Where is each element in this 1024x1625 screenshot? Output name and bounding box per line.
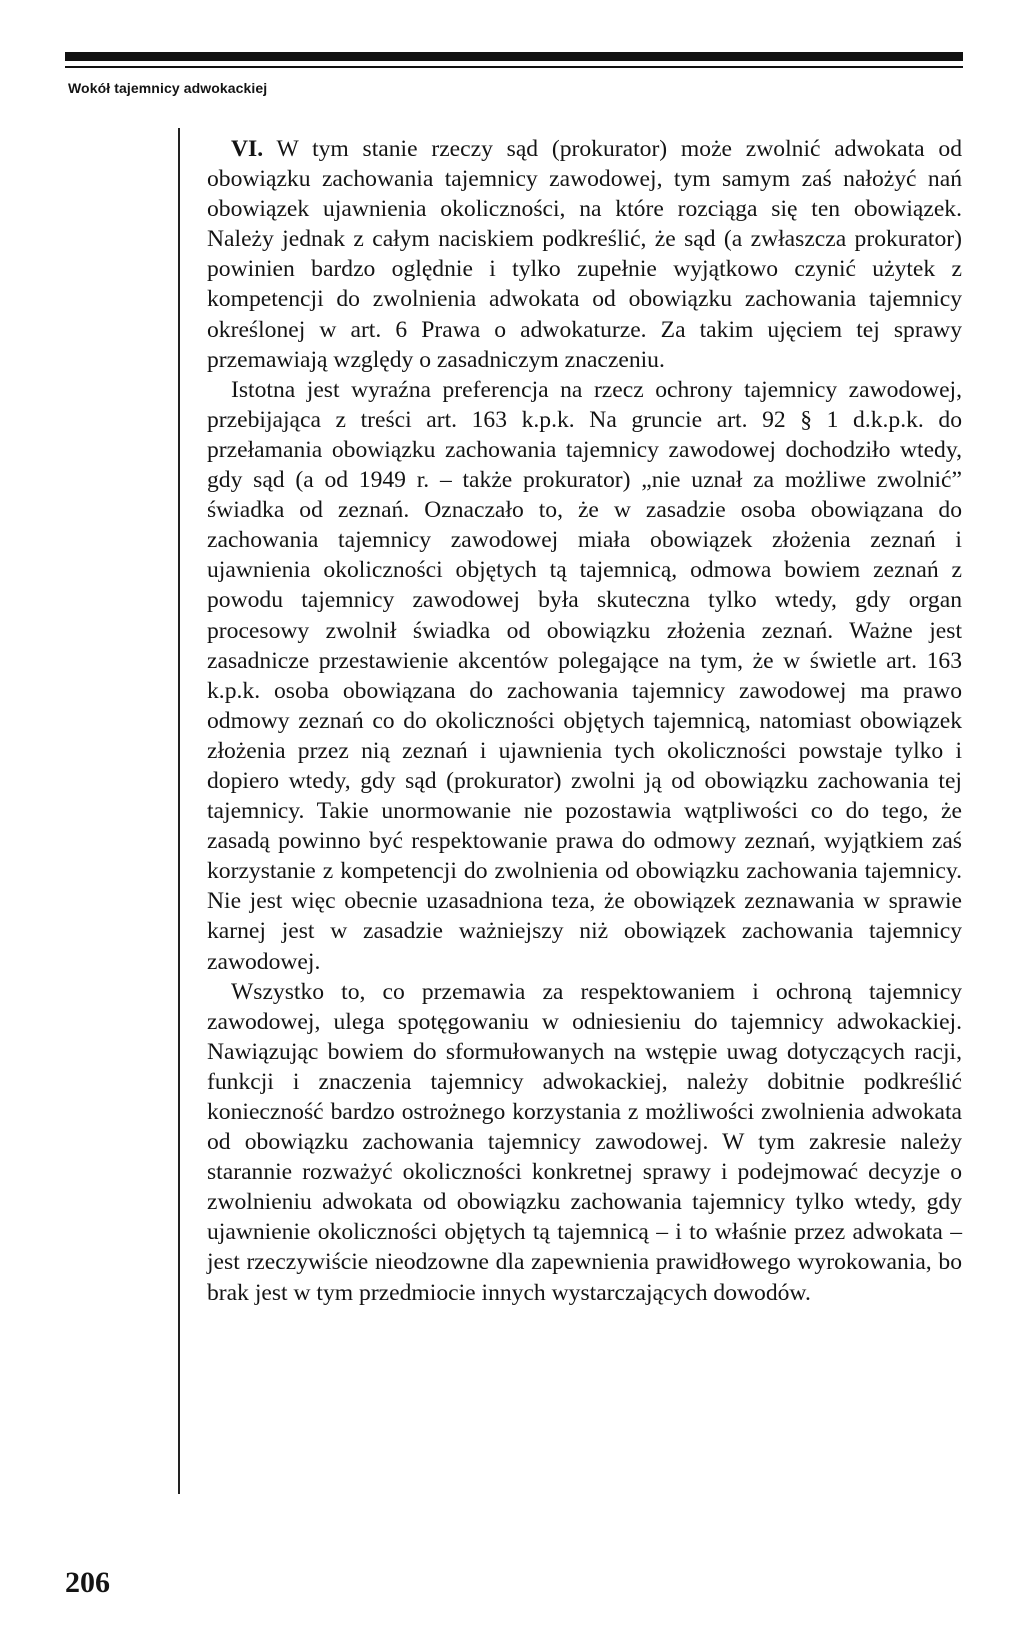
paragraph-1 [207, 134, 962, 375]
margin-rule [178, 128, 180, 1494]
running-head: Wokół tajemnicy adwokackiej [68, 80, 268, 96]
page-number: 206 [65, 1566, 110, 1599]
body-text [207, 134, 962, 1308]
paragraph-2: Istotna jest wyraźna preferencja na rzecz ochrony tajemnicy zawodowej, przebijająca z treści art. 163 k.p.k. Na gruncie art. 92 § 1 d.k.p.k. do przełamania obowiązku zachowania tajemnicy zawodowej dochodziło wtedy, gdy sąd (a od 1949 r. – także prokurator) „nie uznał za możliwe zwolnić” świadka od zeznań. Oznaczało to, że w zasadzie osoba obowiązana do zachowania tajemnicy zawodowej miała obowiązek złożenia zeznań i ujawnienia okoliczności objętych tą tajemnicą, odmowa bowiem zeznań z powodu tajemnicy zawodowej była skuteczna tylko wtedy, gdy organ procesowy zwolnił świadka od obowiązku złożenia zeznań. Ważne jest zasadnicze przestawienie akcentów polegające na tym, że w świetle art. 163 k.p.k. osoba obowiązana do zachowania tajemnicy zawodowej ma prawo odmowy zeznań co do okoliczności objętych tajemnicą, natomiast obowiązek złożenia przez nią zeznań i ujawnienia tych okoliczności powstaje tylko i dopiero wtedy, gdy sąd (prokurator) zwolni ją od obowiązku zachowania tej tajemnicy. Takie unormowanie nie pozostawia wątpliwości co do tego, że zasadą powinno być respektowanie prawa do odmowy zeznań, wyjątkiem zaś korzystanie z kompetencji do zwolnienia od obowiązku zachowania tajemnicy. Nie jest więc obecnie uzasadniona teza, że obowiązek zeznawania w sprawie karnej jest w zasadzie ważniejszy niż obowiązek zachowania tajemnicy zawodowej. [207, 376, 962, 975]
section-number: VI. [231, 136, 264, 162]
top-rule-thick [65, 52, 963, 61]
top-rule-thin [65, 66, 963, 68]
paragraph-1-text: W tym stanie rzeczy sąd (prokurator) może zwolnić adwokata od obowiązku zachowania tajemnicy zawodowej, tym samym zaś nałożyć nań obowiązek ujawnienia okoliczności, na które rozciąga się ten obowiązek. Należy jednak z całym naciskiem podkreślić, że sąd (a zwłaszcza prokurator) powinien bardzo oględnie i tylko zupełnie wyjątkowo czynić użytek z kompetencji do zwolnienia adwokata od obowiązku zachowania tajemnicy określonej w art. 6 Prawa o adwokaturze. Za takim ujęciem tej sprawy przemawiają względy o zasadniczym znaczeniu. [207, 136, 962, 373]
paragraph-3: Wszystko to, co przemawia za respektowaniem i ochroną tajemnicy zawodowej, ulega spotęgowaniu w odniesieniu do tajemnicy adwokackiej. Nawiązując bowiem do sformułowanych na wstępie uwag dotyczących racji, funkcji i znaczenia tajemnicy adwokackiej, należy dobitnie podkreślić konieczność bardzo ostrożnego korzystania z możliwości zwolnienia adwokata od obowiązku zachowania tajemnicy zawodowej. W tym zakresie należy starannie rozważyć okoliczności konkretnej sprawy i podejmować decyzje o zwolnieniu adwokata od obowiązku zachowania tajemnicy tylko wtedy, gdy ujawnienie okoliczności objętych tą tajemnicą – i to właśnie przez adwokata – jest rzeczywiście nieodzowne dla zapewnienia prawidłowego wyrokowania, bo brak jest w tym przedmiocie innych wystarczających dowodów. [207, 978, 962, 1306]
